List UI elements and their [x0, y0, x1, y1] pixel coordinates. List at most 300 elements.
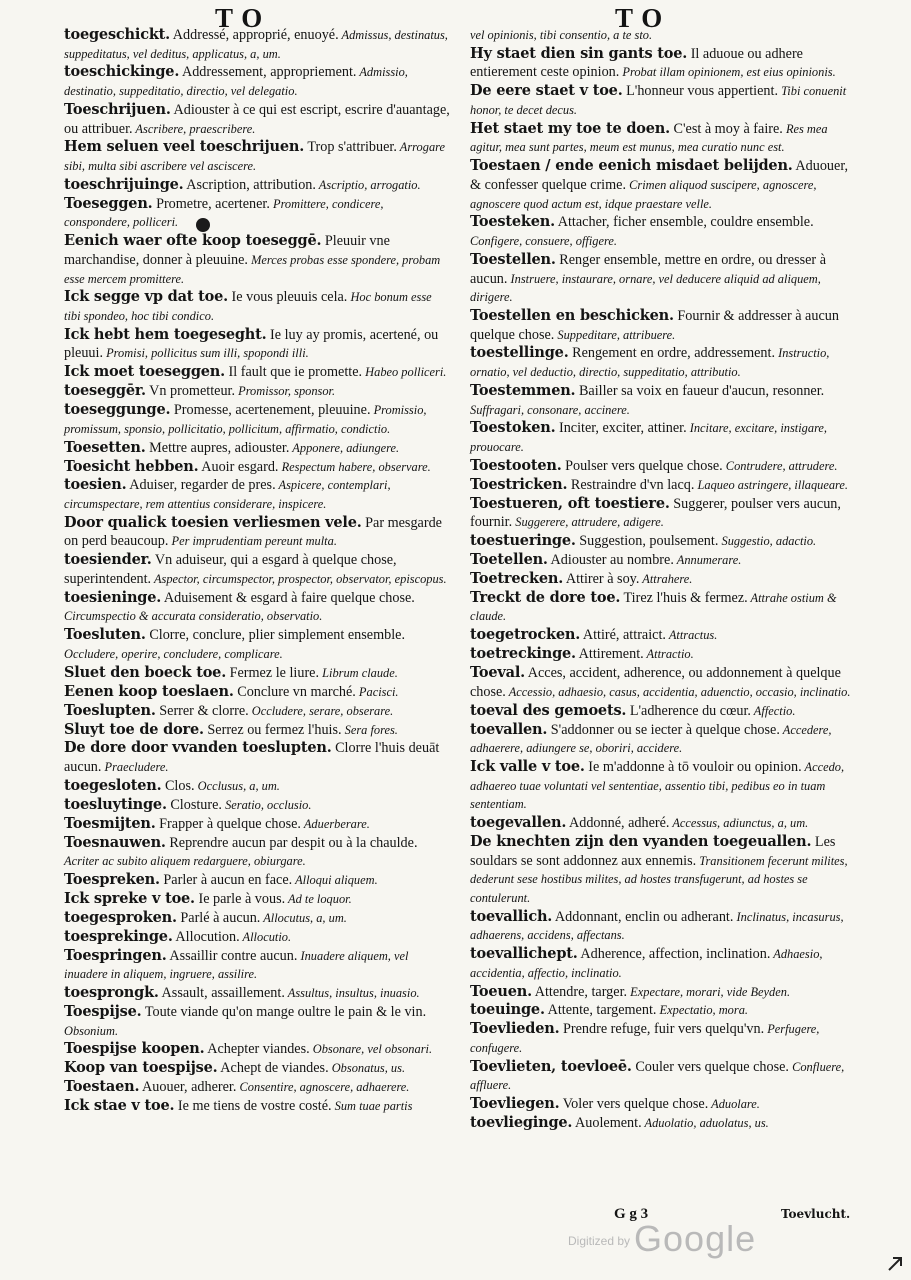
french-gloss: Allocution. [172, 928, 240, 945]
french-gloss: Assaillir contre aucun. [166, 947, 298, 964]
dictionary-entry [64, 458, 450, 477]
dictionary-entry [470, 1020, 854, 1057]
french-gloss: Auolement. [572, 1115, 642, 1132]
latin-gloss: Inuadere aliquem, vel inuadere in aliquem, ingruere, assilire. [64, 948, 409, 982]
french-gloss: Trop s'attribuer. [304, 139, 397, 156]
french-gloss: Promesse, acertenement, pleuuine. [170, 402, 371, 419]
dictionary-entry [64, 589, 450, 626]
headword: toeschickinge. [64, 63, 180, 81]
french-gloss: Ie me tiens de vostre costé. [174, 1098, 332, 1115]
latin-gloss: Consentire, agnoscere, adhaerere. [236, 1080, 410, 1095]
latin-gloss: Accessio, adhaesio, casus, accidentia, aduenctio, occasio, inclinatio. [505, 684, 851, 699]
headword: Hem seluen veel toeschrijuen. [64, 138, 305, 156]
dictionary-entry [470, 251, 854, 307]
headword: toevlieginge. [470, 1114, 573, 1132]
headword: toesprongk. [64, 984, 159, 1002]
latin-gloss: Obsonare, vel obsonari. [309, 1042, 433, 1057]
headword: Toestellen. [470, 250, 556, 268]
french-gloss: Addonné, adheré. [566, 815, 670, 832]
dictionary-entry [64, 63, 450, 100]
latin-gloss: Promissor, sponsor. [235, 384, 336, 399]
latin-gloss: Aspector, circumspector, prospector, observator, episcopus. [151, 571, 447, 586]
headword: toesprekinge. [64, 927, 173, 945]
french-gloss: Parlé à aucun. [176, 909, 261, 926]
dictionary-entry [470, 26, 854, 45]
latin-gloss: Confluere, affluere. [470, 1059, 845, 1093]
french-gloss: Vn aduiseur, qui a esgard à quelque chose, superintendent. [64, 552, 397, 587]
dictionary-entry [64, 815, 450, 834]
dictionary-entry [64, 288, 450, 325]
latin-gloss: Merces probas esse spondere, probam esse mercem promittere. [64, 252, 441, 286]
latin-gloss: Perfugere, confugere. [470, 1022, 820, 1055]
latin-gloss: Accedo, adhaereo tuae voluntati vel sententiae, assentio tibi, pedibus eo in tuam sententiam. [470, 759, 845, 812]
latin-gloss: Configere, consuere, offigere. [470, 234, 617, 249]
dictionary-entry [470, 814, 854, 833]
headword: Toestemmen. [470, 381, 576, 399]
latin-gloss: Adhaesio, accidentia, affectio, inclinatio. [470, 947, 823, 980]
french-gloss: Clorre, conclure, plier simplement ensemble. [145, 627, 405, 644]
latin-gloss: Sum tuae partis [331, 1099, 413, 1114]
french-gloss: Clos. [161, 777, 195, 794]
corner-arrow-icon [887, 1256, 903, 1272]
dictionary-entry [64, 26, 450, 63]
french-gloss: Attacher, ficher ensemble, couldre ensemble. [554, 214, 814, 231]
dictionary-entry [470, 457, 854, 476]
headword: Toestoken. [470, 419, 556, 437]
dictionary-entry [64, 928, 450, 947]
headword: toeschrijuinge. [64, 175, 184, 193]
dictionary-entry [470, 983, 854, 1002]
french-gloss: Parler à aucun en face. [159, 872, 293, 889]
latin-gloss: Ascribere, praescribere. [132, 121, 256, 136]
right-column [470, 26, 854, 1133]
latin-gloss: vel opinionis, tibi consentio, a te sto. [470, 28, 653, 42]
latin-gloss: Allocutio. [239, 929, 292, 944]
headword: Toespijse. [64, 1002, 142, 1020]
latin-gloss: Allocutus, a, um. [260, 910, 347, 925]
french-gloss: Adiouster au nombre. [547, 552, 674, 569]
latin-gloss: Incitare, excitare, instigare, prouocare. [470, 421, 828, 455]
headword: Ick stae v toe. [64, 1097, 175, 1115]
french-gloss: Conclure vn marché. [233, 683, 356, 700]
dictionary-entry [64, 1059, 450, 1078]
french-gloss: Tirez l'huis & fermez. [620, 589, 748, 606]
dictionary-entry [470, 626, 854, 645]
headword: toegesloten. [64, 776, 162, 794]
headword: De eere staet v toe. [470, 82, 623, 100]
latin-gloss: Laqueo astringere, illaqueare. [694, 477, 848, 492]
dictionary-entry [64, 683, 450, 702]
french-gloss: Aduiser, regarder de pres. [126, 477, 276, 494]
latin-gloss: Occlusus, a, um. [194, 778, 280, 793]
latin-gloss: Admissio, destinatio, suppeditatio, directio, vel delegatio. [64, 65, 408, 99]
dictionary-entry [470, 645, 854, 664]
latin-gloss: Obsonium. [64, 1023, 119, 1038]
french-gloss: Adherence, affection, inclination. [577, 946, 771, 963]
headword: Sluyt toe de dore. [64, 720, 204, 738]
headword: Toetrecken. [470, 569, 564, 587]
french-gloss: Attendre, targer. [531, 983, 628, 1000]
latin-gloss: Arrogare sibi, multa sibi ascribere vel asciscere. [64, 140, 445, 174]
french-gloss: Acces, accident, adherence, ou addonnement à quelque chose. [470, 665, 841, 700]
headword: De knechten zijn den vyanden toegeuallen. [470, 832, 812, 850]
dictionary-entry [470, 213, 854, 250]
latin-gloss: Promisi, pollicitus sum illi, spopondi illi. [103, 346, 309, 361]
headword: Hy staet dien sin gants toe. [470, 44, 688, 62]
headword: Ick valle v toe. [470, 757, 585, 775]
dictionary-entry [470, 1001, 854, 1020]
headword: toesluytinge. [64, 795, 167, 813]
french-gloss: Restraindre d'vn lacq. [567, 476, 695, 493]
french-gloss: Aduouer, & confesser quelque crime. [470, 158, 849, 193]
headword: Toesicht hebben. [64, 457, 199, 475]
headword: Ick moet toeseggen. [64, 363, 225, 381]
latin-gloss: Ascriptio, arrogatio. [315, 177, 421, 192]
running-head-left: T O [215, 3, 264, 33]
latin-gloss: Promittere, condicere, conspondere, polliceri. [64, 196, 384, 230]
latin-gloss: Respectum habere, observare. [278, 459, 431, 474]
french-gloss: Achepter viandes. [204, 1041, 310, 1058]
latin-gloss: Admissus, destinatus, suppeditatus, vel deditus, applicatus, a, um. [64, 28, 448, 61]
latin-gloss: Librum claude. [319, 665, 398, 680]
latin-gloss: Accedere, adhaerere, adiungere se, oboriri, accidere. [470, 722, 832, 756]
dictionary-entry [470, 589, 854, 626]
headword: toegevallen. [470, 814, 567, 832]
french-gloss: Prendre refuge, fuir vers quelqu'vn. [559, 1021, 765, 1038]
latin-gloss: Obsonatus, us. [328, 1061, 406, 1076]
latin-gloss: Habeo polliceri. [362, 365, 447, 380]
headword: Toespreken. [64, 871, 160, 889]
dictionary-entry [470, 1058, 854, 1095]
latin-gloss: Alloqui aliquem. [292, 873, 378, 888]
headword: toetreckinge. [470, 645, 576, 663]
dictionary-entry [470, 476, 854, 495]
dictionary-entry [64, 363, 450, 382]
dictionary-entry [64, 1040, 450, 1059]
dictionary-entry [64, 195, 450, 232]
french-gloss: Voler vers quelque chose. [559, 1096, 709, 1113]
dictionary-entry [64, 834, 450, 871]
headword: toeseggēr. [64, 382, 146, 400]
headword: Ick segge vp dat toe. [64, 288, 228, 306]
latin-gloss: Occludere, operire, concludere, complicare. [64, 646, 283, 661]
headword: toesien. [64, 476, 127, 494]
dictionary-entry [64, 702, 450, 721]
headword: Ick hebt hem toegeseght. [64, 325, 267, 343]
headword: Toeval. [470, 664, 525, 682]
latin-gloss: Assultus, insultus, inuasio. [284, 986, 420, 1001]
latin-gloss: Suggerere, attrudere, adigere. [512, 515, 664, 530]
headword: Toetellen. [470, 551, 548, 569]
headword: Toeseggen. [64, 194, 153, 212]
dictionary-entry [64, 232, 450, 288]
french-gloss: Addressement, appropriement. [179, 64, 357, 81]
headword: toesieninge. [64, 588, 162, 606]
french-gloss: Suggestion, poulsement. [575, 533, 719, 550]
watermark-logo: Google [634, 1218, 757, 1259]
latin-gloss: Sera fores. [341, 722, 398, 737]
french-gloss: Couler vers quelque chose. [631, 1058, 789, 1075]
watermark-small: Digitized by [568, 1234, 631, 1248]
latin-gloss: Occludere, serare, obserare. [248, 703, 394, 718]
dictionary-entry [64, 1003, 450, 1040]
headword: toevallen. [470, 720, 548, 738]
headword: Toeuen. [470, 982, 532, 1000]
latin-gloss: Attrahere. [639, 571, 693, 586]
headword: Toesluten. [64, 626, 146, 644]
french-gloss: Les souldars se sont addonnez aux ennemis. [470, 833, 836, 869]
latin-gloss: Instructio, ornatio, vel deductio, directio, suppeditatio, attributio. [470, 346, 830, 380]
headword: toegesproken. [64, 908, 177, 926]
headword: Treckt de dore toe. [470, 588, 621, 606]
dictionary-entry [470, 495, 854, 532]
dictionary-entry [470, 945, 854, 982]
latin-gloss: Probat illam opinionem, est eius opinionis. [619, 65, 836, 80]
dictionary-entry [64, 890, 450, 909]
headword: toesiender. [64, 551, 152, 569]
dictionary-entry [64, 739, 450, 776]
headword: toegeschickt. [64, 26, 171, 43]
dictionary-entry [64, 796, 450, 815]
headword: Toevlieten, toevloeē. [470, 1057, 632, 1075]
dictionary-entry [64, 947, 450, 984]
dictionary-entry [64, 909, 450, 928]
french-gloss: Il aduoue ou adhere entierement ceste opinion. [470, 45, 803, 81]
latin-gloss: Res mea agitur, mea sunt partes, meum est munus, mea curatio nunc est. [470, 121, 828, 155]
dictionary-entry [470, 307, 854, 344]
dictionary-entry [470, 532, 854, 551]
french-gloss: Clorre l'huis deuāt aucun. [64, 740, 440, 775]
french-gloss: Par mesgarde on perd beaucoup. [64, 514, 442, 550]
french-gloss: L'honneur vous appertient. [622, 83, 778, 100]
french-gloss: Prometre, acertener. [152, 195, 270, 212]
dictionary-entry [470, 702, 854, 721]
dictionary-entry [64, 626, 450, 663]
headword: toegetrocken. [470, 626, 581, 644]
french-gloss: Vn prometteur. [145, 383, 236, 400]
headword: Toestaen. [64, 1078, 140, 1096]
headword: Door qualick toesien verliesmen vele. [64, 513, 362, 531]
headword: De dore door vvanden toeslupten. [64, 739, 332, 757]
french-gloss: Ie luy ay promis, acertené, ou pleuui. [64, 326, 439, 362]
latin-gloss: Transitionem fecerunt milites, dederunt sese hostibus milites, ad hostes transfugerunt, ad hostes se contulerunt. [470, 853, 848, 905]
headword: Toespijse koopen. [64, 1040, 205, 1058]
headword: Ick spreke v toe. [64, 889, 195, 907]
dictionary-entry [470, 1114, 854, 1133]
french-gloss: Ie parle à vous. [194, 890, 286, 907]
latin-gloss: Annumerare. [673, 553, 742, 568]
latin-gloss: Tibi conuenit honor, te decet decus. [470, 84, 847, 117]
headword: toeseggunge. [64, 401, 171, 419]
french-gloss: Inciter, exciter, attiner. [555, 420, 687, 437]
french-gloss: Suggerer, poulser vers aucun, fournir. [470, 495, 841, 531]
headword: Sluet den boeck toe. [64, 663, 227, 681]
latin-gloss: Aduolatio, aduolatus, us. [641, 1116, 769, 1131]
headword: Toevliegen. [470, 1095, 560, 1113]
french-gloss: Reprendre aucun par despit ou à la chaulde. [165, 834, 418, 851]
french-gloss: Renger ensemble, mettre en ordre, ou dresser à aucun. [470, 251, 826, 287]
dictionary-entry [64, 138, 450, 175]
headword: Toestricken. [470, 475, 568, 493]
dictionary-entry [64, 382, 450, 401]
dictionary-entry [470, 344, 854, 381]
french-gloss: Ascription, attribution. [183, 176, 316, 193]
headword: Toeschrijuen. [64, 100, 171, 118]
latin-gloss: Seratio, occlusio. [221, 797, 312, 812]
headword: Toesetten. [64, 438, 146, 456]
french-gloss: Attirer à soy. [563, 570, 640, 587]
headword: Toesnauwen. [64, 833, 166, 851]
french-gloss: Serrez ou fermez l'huis. [203, 721, 342, 738]
dictionary-entry [64, 1078, 450, 1097]
dictionary-entry [64, 326, 450, 363]
headword: Eenen koop toeslaen. [64, 682, 234, 700]
dictionary-entry [64, 1097, 450, 1116]
french-gloss: Addressé, approprié, enuoyé. [170, 27, 339, 43]
latin-gloss: Aduolare. [708, 1097, 760, 1112]
french-gloss: Bailler sa voix en faueur d'aucun, resonner. [575, 382, 825, 399]
french-gloss: Fermez le liure. [226, 664, 320, 681]
latin-gloss: Apponere, adiungere. [289, 440, 400, 455]
dictionary-entry [470, 833, 854, 907]
dictionary-entry [470, 120, 854, 157]
headword: toestueringe. [470, 532, 576, 550]
headword: Toesmijten. [64, 814, 156, 832]
latin-gloss: Per imprudentiam pereunt multa. [168, 534, 337, 549]
dictionary-entry [64, 514, 450, 551]
signature-mark: G g 3 [614, 1206, 649, 1222]
dictionary-entry [470, 82, 854, 119]
latin-gloss: Affectio. [750, 703, 796, 718]
headword: Toevlieden. [470, 1020, 560, 1038]
latin-gloss: Contrudere, attrudere. [722, 458, 838, 473]
french-gloss: Poulser vers quelque chose. [561, 457, 723, 474]
latin-gloss: Acriter ac subito aliquem redarguere, obiurgare. [64, 854, 306, 869]
french-gloss: Pleuuir vne marchandise, donner à pleuuine. [64, 233, 390, 268]
dictionary-entry [64, 721, 450, 740]
latin-gloss: Suppeditare, attribuere. [554, 327, 676, 342]
latin-gloss: Aduerberare. [300, 816, 370, 831]
headword: Toestaen / ende eenich misdaet belijden. [470, 157, 793, 175]
latin-gloss: Accessus, adiunctus, a, um. [669, 816, 809, 831]
french-gloss: Attirement. [575, 646, 644, 663]
dictionary-entry [64, 551, 450, 588]
french-gloss: Attiré, attraict. [580, 627, 666, 644]
latin-gloss: Praecludere. [101, 759, 169, 774]
french-gloss: Auoir esgard. [198, 458, 279, 475]
dictionary-entry [64, 476, 450, 513]
headword: toestellinge. [470, 344, 569, 362]
french-gloss: Addonnant, enclin ou adherant. [552, 908, 734, 925]
running-head-right: T O [615, 3, 664, 33]
headword: Koop van toespijse. [64, 1059, 218, 1077]
headword: Toespringen. [64, 946, 167, 964]
dictionary-entry [64, 777, 450, 796]
headword: toevallich. [470, 907, 553, 925]
french-gloss: C'est à moy à faire. [669, 120, 783, 137]
french-gloss: Rengement en ordre, addressement. [568, 345, 775, 362]
latin-gloss: Crimen aliquod suscipere, agnoscere, agnoscere quod actum est, idque praestare velle. [470, 177, 817, 211]
dictionary-entry [64, 101, 450, 138]
headword: toeval des gemoets. [470, 701, 627, 719]
french-gloss: Serrer & clorre. [155, 702, 249, 719]
headword: toeuinge. [470, 1001, 545, 1019]
latin-gloss: Promissio, promissum, sponsio, pollicitatio, pollicitum, affirmatio, condictio. [64, 403, 427, 436]
french-gloss: Assault, assaillement. [158, 985, 285, 1002]
headword: Toeslupten. [64, 701, 156, 719]
latin-gloss: Instruere, instaurare, ornare, vel deducere aliquid ad aliquem, dirigere. [470, 271, 821, 305]
french-gloss: Achept de viandes. [217, 1060, 329, 1077]
dictionary-entry [64, 176, 450, 195]
latin-gloss: Hoc bonum esse tibi spondeo, hoc tibi condico. [64, 290, 432, 323]
dictionary-entry [470, 1095, 854, 1114]
french-gloss: Closture. [166, 796, 222, 813]
french-gloss: Fournir & addresser à aucun quelque chose. [470, 307, 839, 343]
dictionary-entry [470, 758, 854, 814]
headword: toevallichept. [470, 945, 578, 963]
dictionary-entry [470, 570, 854, 589]
latin-gloss: Suggestio, adactio. [718, 534, 817, 549]
latin-gloss: Circumspectio & accurata consideratio, observatio. [64, 609, 323, 624]
french-gloss: Mettre aupres, adiouster. [145, 439, 290, 456]
french-gloss: Frapper à quelque chose. [155, 815, 301, 832]
digitized-watermark [568, 1218, 756, 1260]
french-gloss: Aduisement & esgard à faire quelque chose. [161, 589, 415, 606]
headword: Toestooten. [470, 456, 562, 474]
dictionary-entry [470, 551, 854, 570]
headword: Toesteken. [470, 213, 555, 231]
latin-gloss: Suffragari, consonare, accinere. [470, 402, 630, 417]
dictionary-entry [470, 664, 854, 701]
french-gloss: Attente, targement. [544, 1002, 657, 1019]
dictionary-entry [64, 401, 450, 438]
latin-gloss: Aspicere, contemplari, circumspectare, rem attentius considerare, inspicere. [64, 478, 391, 511]
dictionary-entry [64, 984, 450, 1003]
latin-gloss: Attractio. [643, 647, 694, 662]
french-gloss: Toute viande qu'on mange oultre le pain & le vin. [141, 1003, 427, 1020]
dictionary-entry [470, 382, 854, 419]
left-column [64, 26, 450, 1116]
latin-gloss: Ad te loquor. [285, 891, 352, 906]
dictionary-entry [470, 419, 854, 456]
catchword: Toevlucht. [781, 1207, 851, 1221]
latin-gloss: Inclinatus, incasurus, adhaerens, accidens, affectans. [470, 909, 844, 943]
headword: Eenich waer ofte koop toeseggē. [64, 232, 322, 250]
ink-blot [196, 218, 210, 232]
dictionary-entry [64, 664, 450, 683]
latin-gloss: Attractus. [665, 628, 718, 643]
french-gloss: Il fault que ie promette. [224, 364, 363, 381]
dictionary-entry [64, 439, 450, 458]
dictionary-entry [470, 45, 854, 82]
headword: Het staet my toe te doen. [470, 119, 670, 137]
french-gloss: S'addonner ou se iecter à quelque chose. [547, 721, 780, 738]
latin-gloss: Expectare, morari, vide Beyden. [627, 984, 791, 999]
headword: Toestellen en beschicken. [470, 306, 674, 324]
dictionary-entry [470, 908, 854, 945]
latin-gloss: Expectatio, mora. [656, 1003, 748, 1018]
dictionary-entry [64, 871, 450, 890]
french-gloss: Adiouster à ce qui est escript, escrire d'auantage, ou attribuer. [64, 101, 450, 137]
french-gloss: Auouer, adherer. [139, 1079, 237, 1096]
headword: Toestueren, oft toestiere. [470, 494, 670, 512]
latin-gloss: Attrahe ostium & claude. [470, 590, 837, 624]
french-gloss: Ie m'addonne à tō vouloir ou opinion. [584, 758, 802, 775]
dictionary-entry [470, 157, 854, 213]
dictionary-entry [470, 721, 854, 758]
french-gloss: Ie vous pleuuis cela. [227, 289, 348, 306]
french-gloss: L'adherence du cœur. [626, 702, 751, 719]
